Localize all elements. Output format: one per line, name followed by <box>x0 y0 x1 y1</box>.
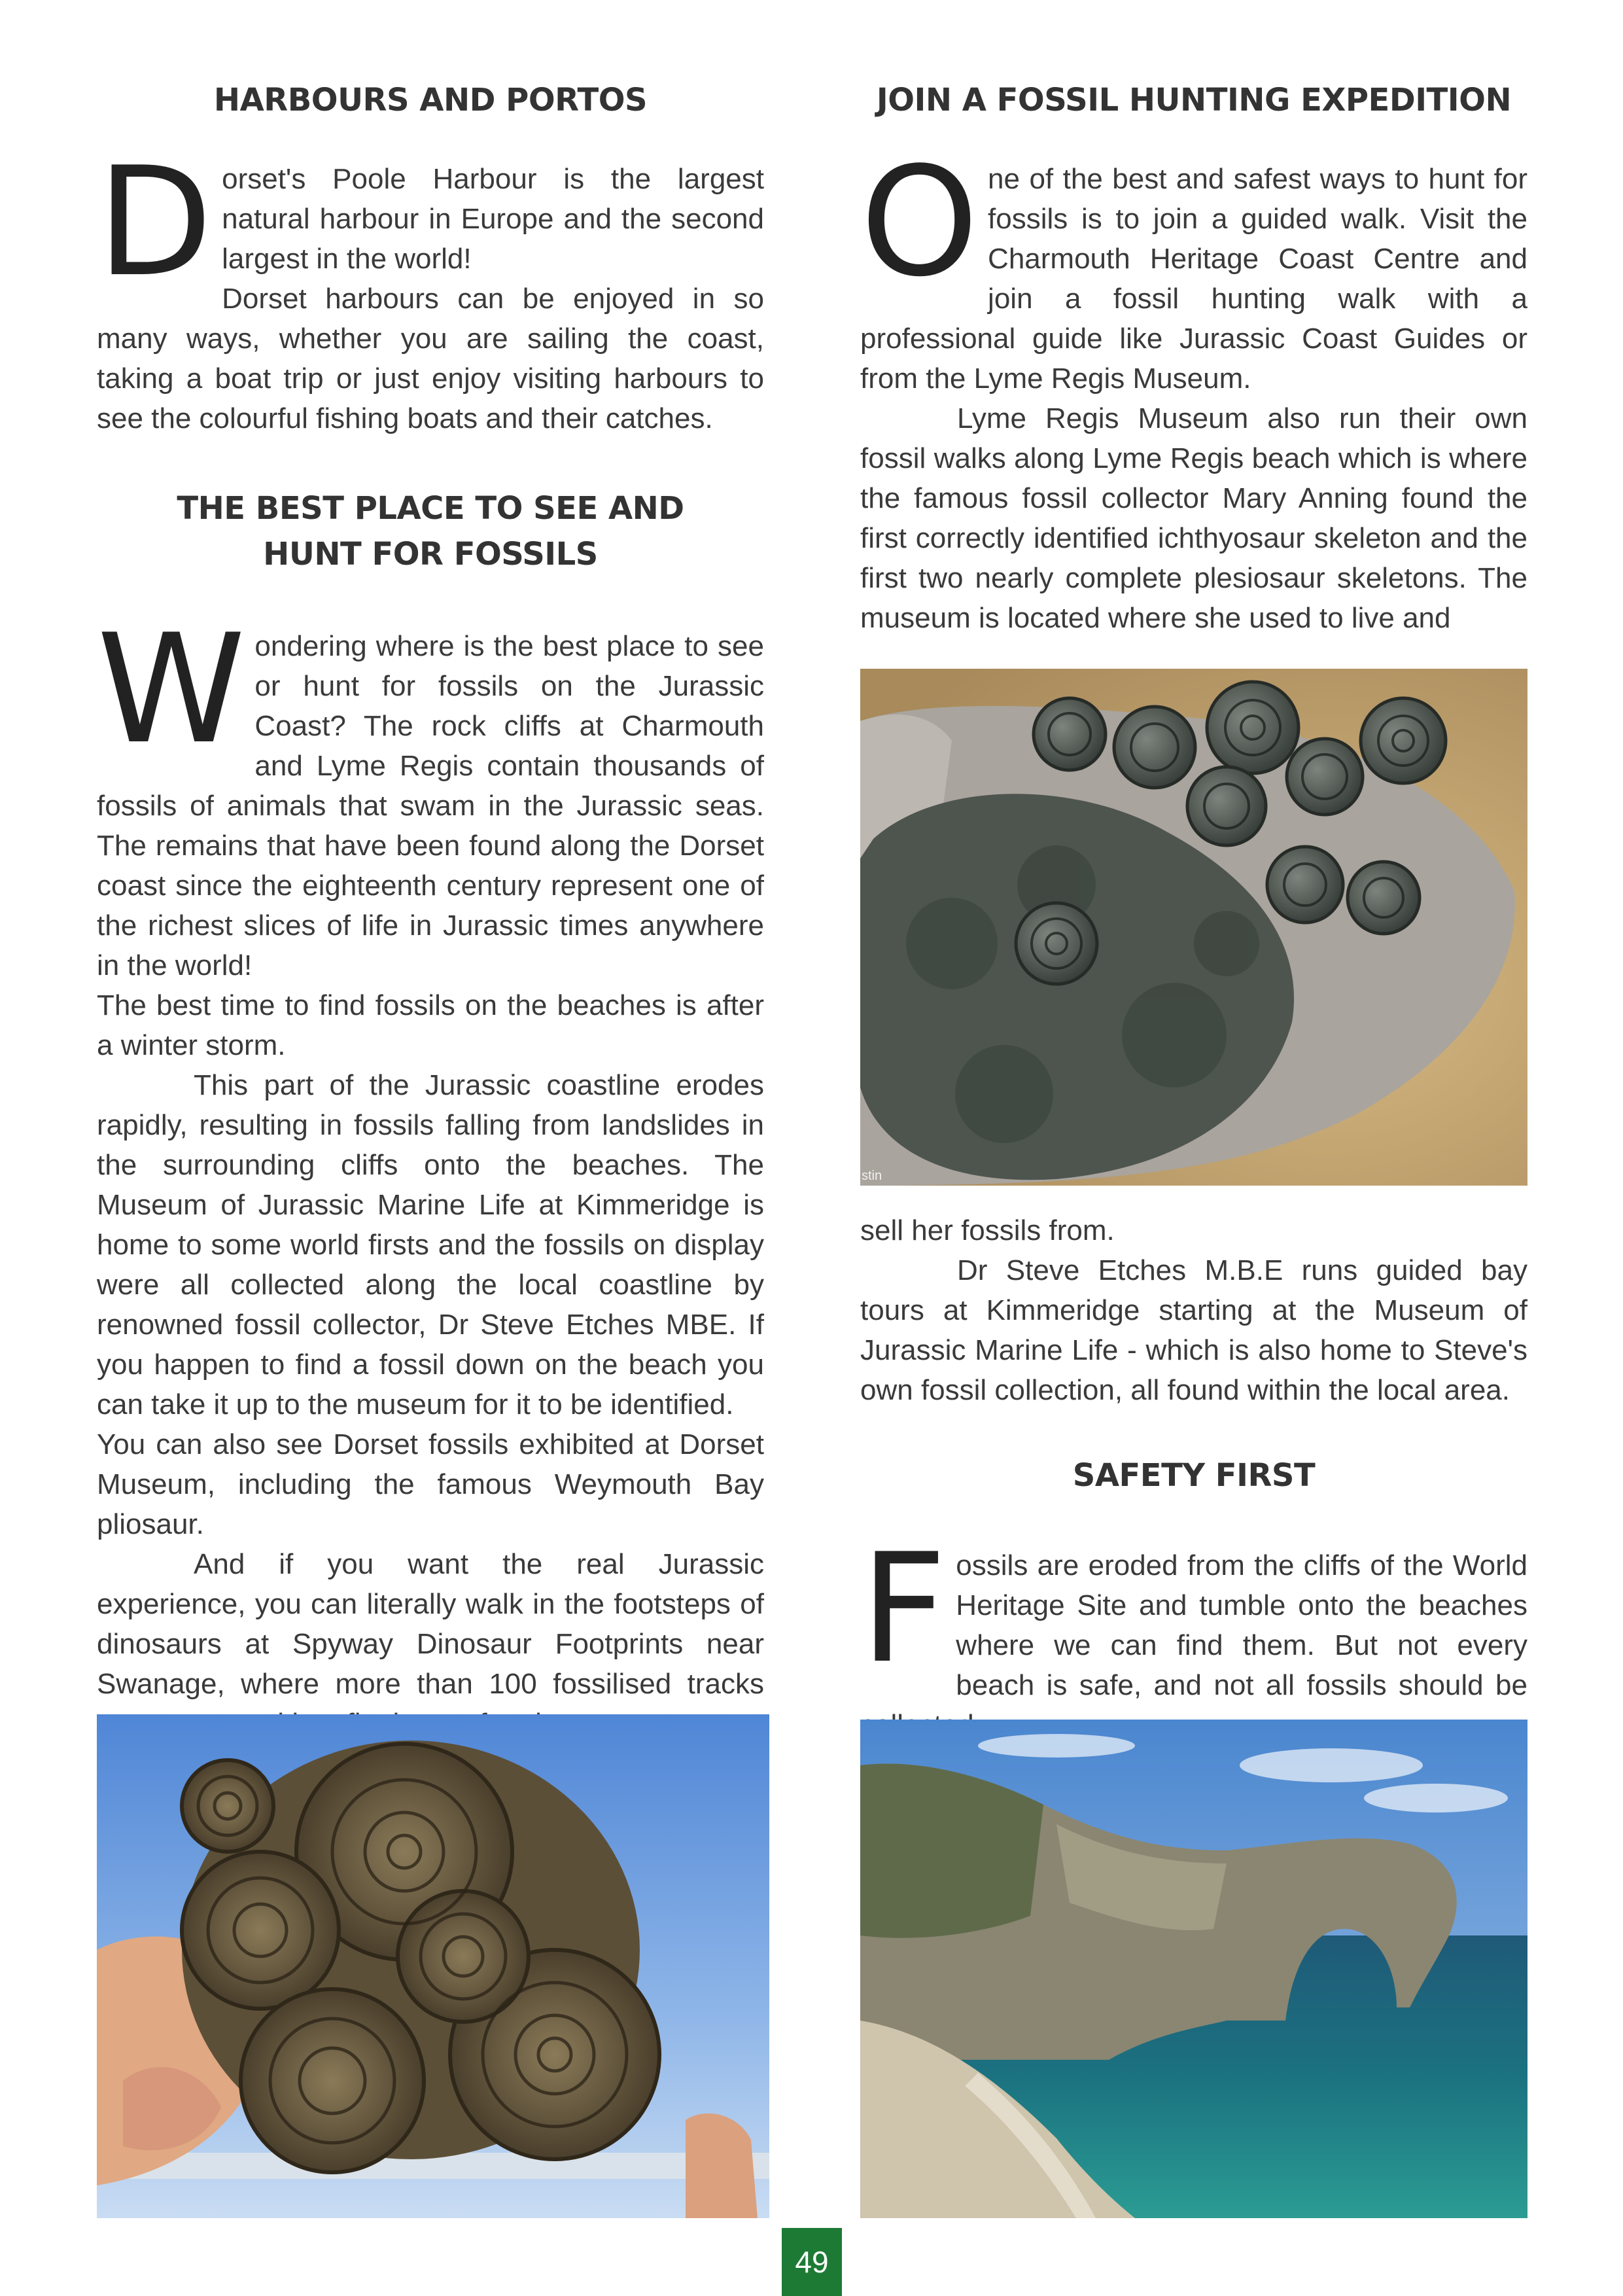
expedition-heading: JOIN A FOSSIL HUNTING EXPEDITION <box>876 82 1512 118</box>
safety-section <box>860 1522 1527 1745</box>
safety-heading: SAFETY FIRST <box>1072 1457 1316 1494</box>
expedition-tours-text: Dr Steve Etches M.B.E runs guided bay tours at Kimmeridge starting at the Museum of Jurassic Marine Life - which is also home to Steve's own fossil collection, all found within the local area. <box>860 1254 1527 1406</box>
fossils-storm-paragraph: The best time to find fossils on the beaches is after a winter storm. <box>97 989 764 1061</box>
harbours-section <box>97 135 764 438</box>
fossils-section <box>97 603 764 1744</box>
fossils-dropcap: W <box>97 603 246 777</box>
harbours-dropcap: D <box>97 135 213 310</box>
safety-intro-text: ossils are eroded from the cliffs of the World Heritage Site and tumble onto the beaches where we can find them. But not every beach is safe, and not all fossils should be <box>956 1549 1527 1701</box>
fossils-heading-line2: HUNT FOR FOSSILS <box>263 536 598 573</box>
fossils-footprints-text: And if you want the real Jurassic experience, you can literally walk in the footsteps of dinosaurs at Spyway Dinosaur Footprints near Swanage, where more than 100 fossilised tracks <box>97 1548 764 1700</box>
fossils-in-hand-image <box>860 669 1527 1186</box>
expedition-museum-paragraph <box>860 398 1527 638</box>
rock-arch-image <box>860 1720 1527 2218</box>
ammonite-cluster-photo <box>97 1714 769 2218</box>
ammonite-cluster-image <box>97 1714 769 2218</box>
harbours-paragraph: Dorset harbours can be enjoyed in so many ways, whether you are sailing the coast, taking a boat trip or just enjoy visiting harbours to see the colourful fishing boats and their catches. <box>97 283 764 434</box>
safety-dropcap: F <box>860 1522 947 1697</box>
fossils-coastline-paragraph <box>97 1065 764 1424</box>
fossils-in-hand-photo <box>860 669 1527 1186</box>
expedition-tours-paragraph <box>860 1250 1527 1410</box>
expedition-continued <box>860 1210 1527 1410</box>
harbours-intro-paragraph <box>97 135 764 310</box>
expedition-dropcap: O <box>860 135 979 310</box>
page-number: 49 <box>782 2228 842 2296</box>
fossils-coastline-text: This part of the Jurassic coastline erodes rapidly, resulting in fossils falling from landslides in the surrounding cliffs onto the beaches. The Museum of Jurassic Marine Life at Kimmeridge is home to some world firsts and the fossils on display were all collected along the local coastline by renowned fossil collector, Dr Steve Etches MBE. If you happen to find a fossil down on the beach you can take it up to the museum for it to be identified. <box>97 1069 764 1421</box>
safety-intro-paragraph <box>860 1522 1527 1745</box>
expedition-continued-paragraph: sell her fossils from. <box>860 1214 1115 1246</box>
expedition-museum-text: Lyme Regis Museum also run their own fossil walks along Lyme Regis beach which is where the famous fossil collector Mary Anning found the first correctly identified ichthyosaur skeleton and the first two nearly complete plesiosaur skeletons. The museum is located where she used to live and <box>860 402 1527 634</box>
fossils-heading-line1: THE BEST PLACE TO SEE AND <box>177 490 684 527</box>
fossils-intro-paragraph <box>97 603 764 985</box>
rock-arch-photo <box>860 1720 1527 2218</box>
fossils-museum-paragraph: You can also see Dorset fossils exhibited at Dorset Museum, including the famous Weymouth Bay pliosaur. <box>97 1428 764 1540</box>
expedition-intro-text: ne of the best and safest ways to hunt for fossils is to join a guided walk. Visit the Charmouth Heritage Coast Centre and join a fossil hunting walk with a professional guide like Jurassic Coast Guides or from the Lyme Regis Museum. <box>860 163 1527 395</box>
harbours-heading: HARBOURS AND PORTOS <box>213 82 648 118</box>
photo-credit: stin <box>862 1169 882 1183</box>
expedition-section <box>860 135 1527 638</box>
fossils-intro-text: ondering where is the best place to see or hunt for fossils on the Jurassic Coast? The rock cliffs at Charmouth and Lyme Regis contain thousands of fossils of animals that swam in the Jurassic seas. The remains that have been found along the Dorset coast since the eighteenth century represent one of the richest slices of life in Jurassic times anywhere in the world! <box>97 630 764 981</box>
expedition-intro-paragraph <box>860 135 1527 398</box>
fossils-heading <box>97 486 764 577</box>
harbours-intro-text: orset's Poole Harbour is the largest natural harbour in Europe and the second largest in the world! <box>222 163 764 275</box>
